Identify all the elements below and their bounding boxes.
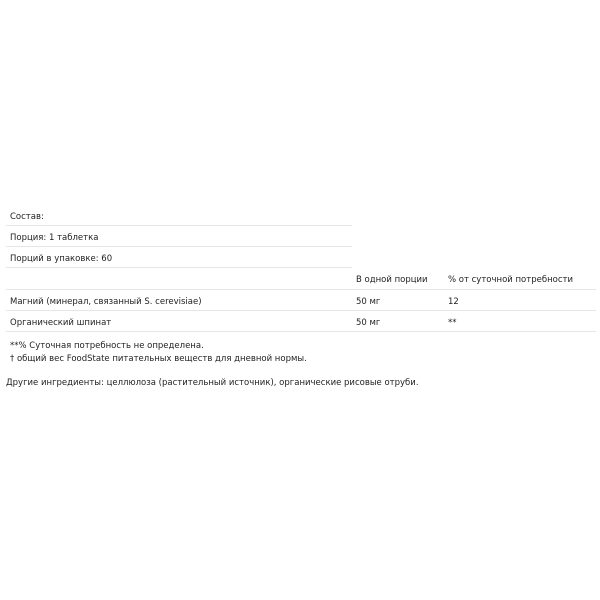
- composition-label: Состав:: [10, 212, 44, 222]
- ingredient-amount: 50 мг: [356, 318, 381, 328]
- ingredient-name: Органический шпинат: [10, 318, 112, 328]
- column-header-daily-value: % от суточной потребности: [448, 275, 573, 285]
- footnote-foodstate: † общий вес FoodState питательных веществ для дневной нормы.: [10, 354, 307, 364]
- servings-per-container-label: Порций в упаковке: 60: [10, 254, 113, 264]
- ingredient-name: Магний (минерал, связанный S. cerevisiae): [10, 297, 202, 307]
- supplement-facts-panel: [6, 205, 596, 366]
- table-header-row: [6, 268, 596, 290]
- footnote-daily-value: **% Суточная потребность не определена.: [10, 341, 204, 351]
- column-header-amount: В одной порции: [356, 275, 428, 285]
- serving-size-row: [6, 226, 352, 247]
- serving-size-label: Порция: 1 таблетка: [10, 233, 99, 243]
- footnotes: [6, 332, 596, 366]
- table-row: [6, 290, 596, 311]
- ingredient-daily-value: 12: [448, 297, 459, 307]
- other-ingredients: Другие ингредиенты: целлюлоза (растительный источник), органические рисовые отруби.: [6, 378, 419, 388]
- composition-row: [6, 205, 352, 226]
- ingredient-amount: 50 мг: [356, 297, 381, 307]
- servings-per-container-row: [6, 247, 352, 268]
- ingredient-daily-value: **: [448, 318, 457, 328]
- table-row: [6, 311, 596, 332]
